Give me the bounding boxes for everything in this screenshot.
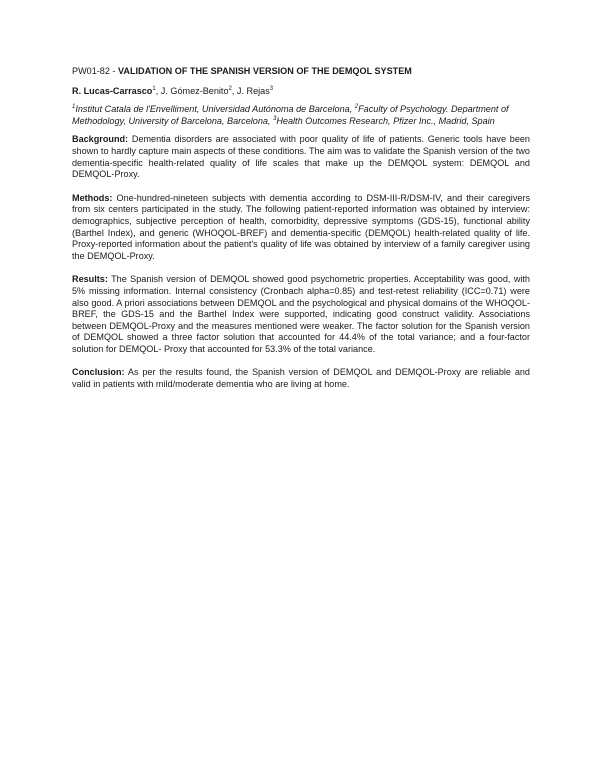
abstract-title xyxy=(72,66,530,78)
methods-section xyxy=(72,193,530,263)
affil-3-mark: 3 xyxy=(273,115,277,122)
conclusion-heading: Conclusion: xyxy=(72,367,125,378)
affil-1-mark: 1 xyxy=(72,104,76,111)
author-1: R. Lucas-Carrasco xyxy=(72,85,153,96)
author-separator: , xyxy=(155,85,161,96)
results-section xyxy=(72,274,530,355)
conclusion-section xyxy=(72,367,530,390)
affil-1-text: Institut Catala de l'Envelliment, Universidad Autónoma de Barcelona, xyxy=(75,104,355,115)
background-text: Dementia disorders are associated with poor quality of life of patients. Generic tools have been shown to hardly capture main aspects of these conditions. The aim was to validate the Spanish version of the two dementia-specific health-related quality of life scales that make up the DEMQOL system: DEMQOL and DEMQOL-Proxy. xyxy=(72,134,530,180)
author-3: J. Rejas xyxy=(236,85,270,96)
author-separator: , xyxy=(231,85,237,96)
background-heading: Background: xyxy=(72,134,129,145)
abstract-page xyxy=(72,66,530,403)
results-text: The Spanish version of DEMQOL showed good psychometric properties. Acceptability was good, with 5% missing information. Internal consistency (Cronbach alpha=0.85) and test-retest reliability (ICC=0.71) were also good. A priori associations between DEMQOL and the psychological and physical domains of the WHOQOL-BREF, the GDS-15 and the Barthel Index were supported, indicating good construct validity. Associations between DEMQOL-Proxy and the measures mentioned were weaker. The factor solution for the Spanish version of DEMQOL showed a three factor solution that accounted for 44.4% of the total variance; and a four-factor solution for DEMQOL- Proxy that accounted for 53.3% of the total variance. xyxy=(72,274,530,354)
methods-heading: Methods: xyxy=(72,192,113,203)
affiliations xyxy=(72,104,530,127)
author-list xyxy=(72,86,530,98)
author-1-affil-mark: 1 xyxy=(152,85,156,92)
affil-3-text: Health Outcomes Research, Pfizer Inc., Madrid, Spain xyxy=(276,115,495,126)
author-3-affil-mark: 3 xyxy=(269,85,274,92)
affil-2-mark: 2 xyxy=(354,104,359,111)
author-2: J. Gómez-Benito xyxy=(160,85,229,96)
abstract-code: PW01-82 - xyxy=(72,66,118,76)
conclusion-text: As per the results found, the Spanish version of DEMQOL and DEMQOL-Proxy are reliable and valid in patients with mild/moderate dementia who are living at home. xyxy=(72,367,530,390)
title-text: VALIDATION OF THE SPANISH VERSION OF THE DEMQOL SYSTEM xyxy=(118,66,412,76)
author-2-affil-mark: 2 xyxy=(228,85,232,92)
affil-2-text: Faculty of Psychology. Department of Methodology, University of Barcelona, Barcelona, xyxy=(72,104,509,126)
methods-text: One-hundred-nineteen subjects with dementia according to DSM-III-R/DSM-IV, and their caregivers from six centers participated in the study. The following patient-reported information was obtained by interview: demographics, subjective perception of health, comorbidity, depressive symptoms (GDS-15), functional ability (Barthel Index), and generic (WHOQOL-BREF) and dementia-specific (DEMQOL) health-related quality of life. Proxy-reported information about the patient's quality of life was obtained by interview of a family caregiver using the DEMQOL-Proxy. xyxy=(72,192,530,261)
background-section xyxy=(72,134,530,180)
results-heading: Results: xyxy=(72,274,108,285)
